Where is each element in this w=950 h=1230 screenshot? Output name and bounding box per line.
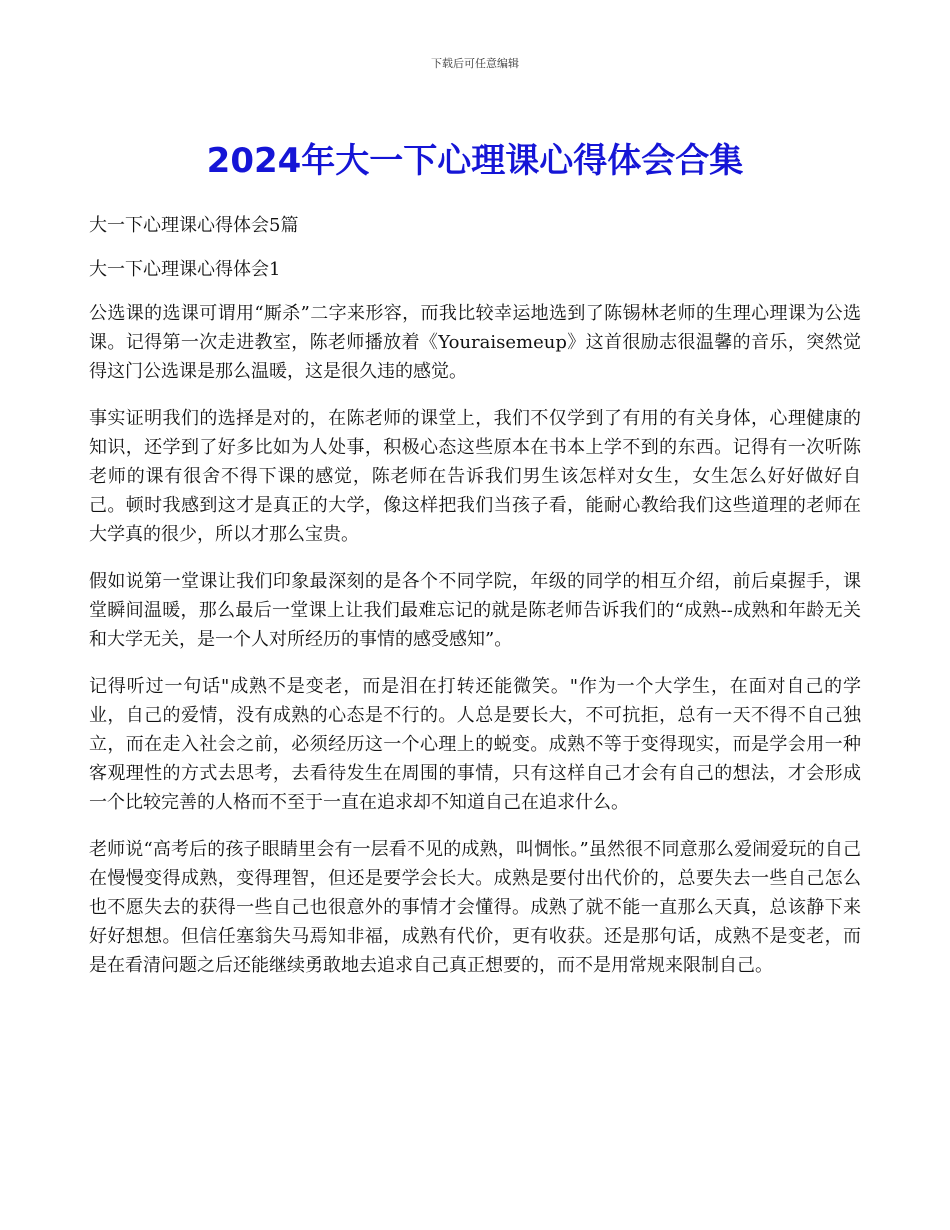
paragraph: 公选课的选课可谓用“厮杀”二字来形容，而我比较幸运地选到了陈锡林老师的生理心理课为公选课。记得第一次走进教室，陈老师播放着《Youraisemeup》这首很励志很温馨的音乐，突然觉得这门公选课是那么温暖，这是很久违的感觉。 bbox=[89, 303, 861, 382]
paragraph: 记得听过一句话"成熟不是变老，而是泪在打转还能微笑。"作为一个大学生，在面对自己的学业，自己的爱情，没有成熟的心态是不行的。人总是要长大，不可抗拒，总有一天不得不自己独立，而在走入社会之前，必须经历这一个心理上的蜕变。成熟不等于变得现实，而是学会用一种客观理性的方式去思考，去看待发生在周围的事情，只有这样自己才会有自己的想法，才会形成一个比较完善的人格而不至于一直在追求却不知道自己在追求什么。 bbox=[89, 676, 861, 813]
paragraph: 事实证明我们的选择是对的，在陈老师的课堂上，我们不仅学到了有用的有关身体，心理健康的知识，还学到了好多比如为人处事，积极心态这些原本在书本上学不到的东西。记得有一次听陈老师的课有很舍不得下课的感觉，陈老师在告诉我们男生该怎样对女生，女生怎么好好做好自己。顿时我感到这才是真正的大学，像这样把我们当孩子看，能耐心教给我们这些道理的老师在大学真的很少，所以才那么宝贵。 bbox=[89, 408, 861, 545]
section-heading: 大一下心理课心得体会1 bbox=[89, 259, 281, 280]
header-note: 下载后可任意编辑 bbox=[431, 57, 519, 70]
paragraph: 老师说“高考后的孩子眼睛里会有一层看不见的成熟，叫惆怅。”虽然很不同意那么爱闹爱玩的自己在慢慢变得成熟，变得理智，但还是要学会长大。成熟是要付出代价的，总要失去一些自己怎么也不愿失去的获得一些自己也很意外的事情才会懂得。成熟了就不能一直那么天真，总该静下来好好想想。但信任塞翁失马焉知非福，成熟有代价，更有收获。还是那句话，成熟不是变老，而是在看清问题之后还能继续勇敢地去追求自己真正想要的，而不是用常规来限制自己。 bbox=[89, 839, 861, 976]
document-title: 2024年大一下心理课心得体会合集 bbox=[206, 141, 744, 181]
document-subtitle: 大一下心理课心得体会5篇 bbox=[89, 215, 299, 236]
document-body bbox=[89, 211, 861, 998]
paragraph: 假如说第一堂课让我们印象最深刻的是各个不同学院，年级的同学的相互介绍，前后桌握手，课堂瞬间温暖，那么最后一堂课上让我们最难忘记的就是陈老师告诉我们的“成熟--成熟和年龄无关和大学无关，是一个人对所经历的事情的感受感知”。 bbox=[89, 571, 861, 650]
